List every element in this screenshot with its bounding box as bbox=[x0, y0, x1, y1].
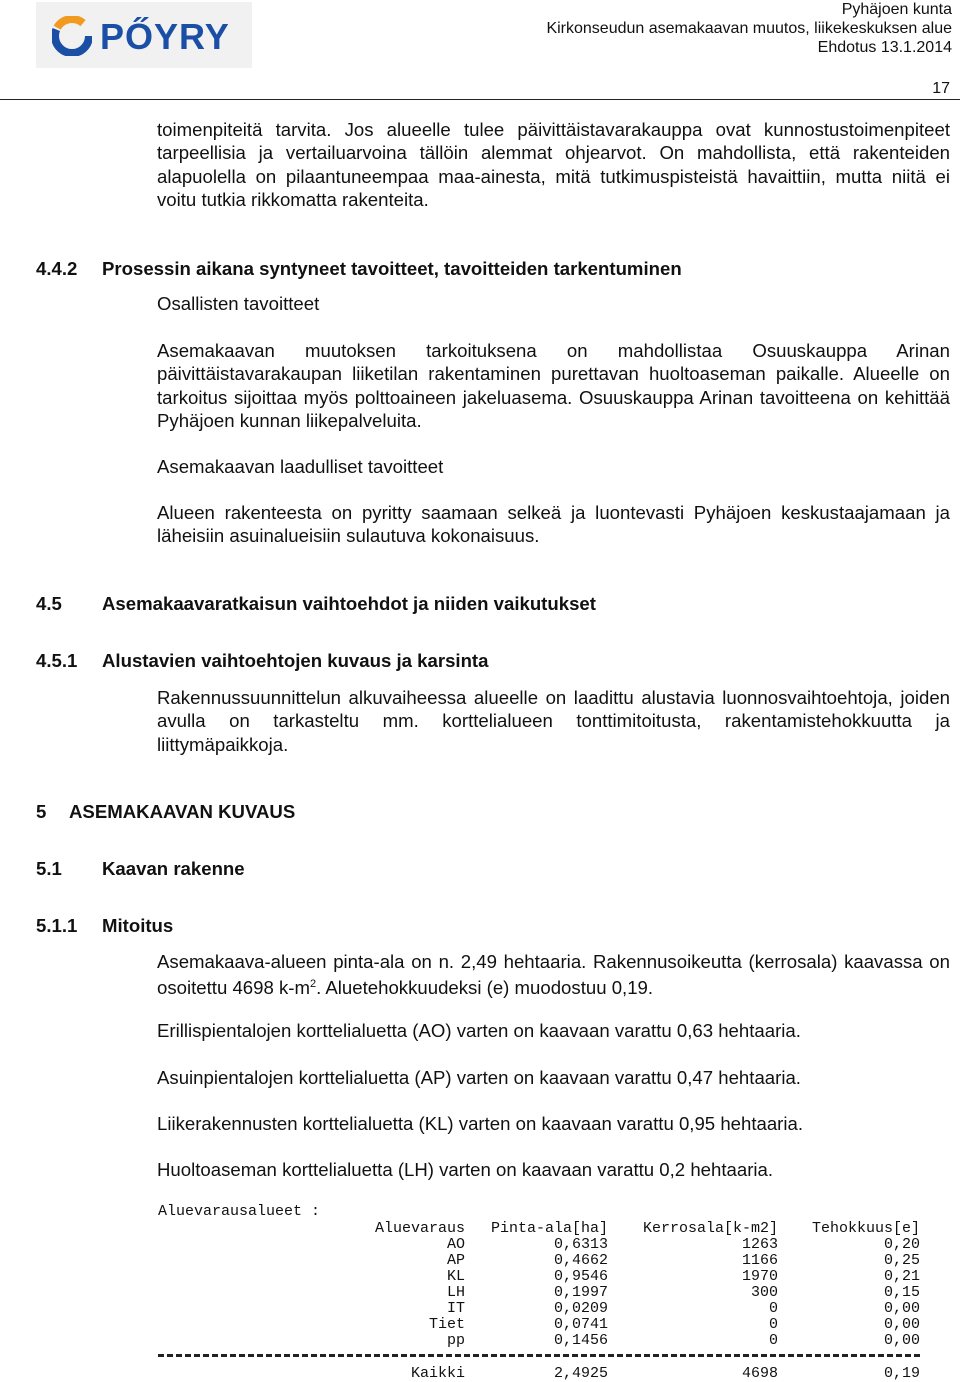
paragraph-tarkoitus: Asemakaavan muutoksen tarkoituksena on mahdollistaa Osuuskauppa Arinan päivittäistavarakaupan liiketilan rakentaminen purettavan huoltoaseman paikalle. Alueelle on tarkoitus sijoittaa myös polttoaineen jakeluasema. Osuuskauppa Arinan tavoitteena on kehittää Pyhäjoen kunnan liikepalveluita. bbox=[157, 340, 950, 432]
heading-number: 4.5.1 bbox=[36, 650, 78, 671]
client-name: Pyhäjoen kunta bbox=[841, 1, 952, 18]
cell-kerrosala: 0 bbox=[768, 1332, 778, 1349]
table-row bbox=[158, 1269, 928, 1285]
paragraph-kl: Liikerakennusten korttelialuetta (KL) varten on kaavaan varattu 0,95 hehtaaria. bbox=[157, 1113, 804, 1134]
table-row bbox=[158, 1317, 928, 1333]
cell-kerrosala: 1166 bbox=[741, 1252, 778, 1269]
cell-total-tehokkuus: 0,19 bbox=[883, 1365, 920, 1382]
cell-aluevaraus: LH bbox=[446, 1284, 465, 1301]
paragraph-luonnosvaihtoehdot: Rakennussuunnittelun alkuvaiheessa alueelle on laadittu alustavia luonnosvaihtoehtoja, joiden avulla on tarkasteltu mm. korttelialueen tonttimitoitusta, rakentamistehokkuutta ja liittymäpaikkoja. bbox=[157, 687, 950, 755]
cell-aluevaraus: AP bbox=[446, 1252, 465, 1269]
heading-title: Alustavien vaihtoehtojen kuvaus ja karsinta bbox=[102, 650, 489, 671]
table-header-row bbox=[158, 1221, 928, 1237]
paragraph-lh: Huoltoaseman korttelialuetta (LH) varten on kaavaan varattu 0,2 hehtaaria. bbox=[157, 1159, 774, 1180]
cell-tehokkuus: 0,25 bbox=[883, 1252, 920, 1269]
heading-5-1-1 bbox=[36, 914, 173, 937]
subheading-osallisten: Osallisten tavoitteet bbox=[157, 293, 320, 314]
header-divider bbox=[0, 99, 960, 100]
heading-title: Asemakaavaratkaisun vaihtoehdot ja niiden vaikutukset bbox=[102, 593, 596, 614]
cell-total-pinta-ala: 2,4925 bbox=[553, 1365, 608, 1382]
table-row bbox=[158, 1253, 928, 1269]
paragraph-ao: Erillispientalojen korttelialuetta (AO) varten on kaavaan varattu 0,63 hehtaaria. bbox=[157, 1020, 801, 1041]
cell-kerrosala: 0 bbox=[768, 1316, 778, 1333]
cell-pinta-ala: 0,4662 bbox=[553, 1252, 608, 1269]
cell-aluevaraus: AO bbox=[446, 1236, 465, 1253]
cell-kerrosala: 1263 bbox=[741, 1236, 778, 1253]
cell-tehokkuus: 0,15 bbox=[883, 1284, 920, 1301]
cell-kerrosala: 0 bbox=[768, 1300, 778, 1317]
subheading-laadulliset: Asemakaavan laadulliset tavoitteet bbox=[157, 456, 444, 477]
cell-pinta-ala: 0,1456 bbox=[553, 1332, 608, 1349]
cell-tehokkuus: 0,00 bbox=[883, 1332, 920, 1349]
heading-4-5-1 bbox=[36, 649, 488, 672]
table-dashed-divider bbox=[158, 1354, 920, 1357]
cell-aluevaraus: IT bbox=[446, 1300, 465, 1317]
heading-number: 4.5 bbox=[36, 593, 62, 614]
cell-tehokkuus: 0,00 bbox=[883, 1316, 920, 1333]
heading-4-4-2 bbox=[36, 257, 682, 280]
heading-5-1 bbox=[36, 857, 245, 880]
table-title: Aluevarausalueet : bbox=[158, 1203, 321, 1220]
heading-number: 4.4.2 bbox=[36, 258, 78, 279]
paragraph-pinta-ala bbox=[157, 950, 950, 1000]
poyry-swirl-icon bbox=[52, 16, 92, 56]
paragraph-contamination: toimenpiteitä tarvita. Jos alueelle tulee päivittäistavarakauppa ovat kunnostustoimenpiteet tarpeellisia ja vertailuarvoina tällöin alemmat ohjearvot. On mahdollista, että rakenteiden alapuolella on pilaantuneempaa maa-ainesta, mitä tutkimuspisteistä havaittiin, mutta niitä ei voitu tutkia rikkomatta rakenteita. bbox=[157, 119, 950, 211]
cell-pinta-ala: 0,0741 bbox=[553, 1316, 608, 1333]
cell-total-kerrosala: 4698 bbox=[741, 1365, 778, 1382]
col-header-kerrosala: Kerrosala[k-m2] bbox=[642, 1220, 778, 1237]
cell-aluevaraus: pp bbox=[446, 1332, 465, 1349]
table-row bbox=[158, 1301, 928, 1317]
cell-pinta-ala: 0,1997 bbox=[553, 1284, 608, 1301]
cell-total-label: Kaikki bbox=[410, 1365, 465, 1382]
heading-number: 5.1.1 bbox=[36, 915, 78, 936]
cell-aluevaraus: Tiet bbox=[428, 1316, 465, 1333]
cell-kerrosala: 300 bbox=[750, 1284, 778, 1301]
pinta-ala-text-end: . Aluetehokkuudeksi (e) muodostuu 0,19. bbox=[316, 977, 654, 999]
page-number: 17 bbox=[932, 80, 950, 97]
heading-4-5 bbox=[36, 592, 596, 615]
poyry-logo bbox=[36, 2, 252, 68]
table-row bbox=[158, 1333, 928, 1349]
col-header-aluevaraus: Aluevaraus bbox=[374, 1220, 465, 1237]
superscript: 2 bbox=[309, 978, 317, 991]
table-row bbox=[158, 1237, 928, 1253]
logo-text: PŐYRY bbox=[100, 16, 230, 57]
cell-pinta-ala: 0,9546 bbox=[553, 1268, 608, 1285]
draft-date: Ehdotus 13.1.2014 bbox=[817, 39, 952, 56]
cell-aluevaraus: KL bbox=[446, 1268, 465, 1285]
cell-pinta-ala: 0,6313 bbox=[553, 1236, 608, 1253]
heading-number: 5.1 bbox=[36, 858, 62, 879]
heading-title: Prosessin aikana syntyneet tavoitteet, tavoitteiden tarkentuminen bbox=[102, 258, 682, 279]
table-total-row bbox=[158, 1366, 928, 1382]
cell-kerrosala: 1970 bbox=[741, 1268, 778, 1285]
cell-tehokkuus: 0,20 bbox=[883, 1236, 920, 1253]
pinta-ala-text: Asemakaava-alueen pinta-ala on n. 2,49 hehtaaria. Rakennusoikeutta (kerrosala) kaavassa on osoitettu 4698 k-m bbox=[157, 951, 950, 999]
page-header bbox=[546, 0, 952, 57]
paragraph-ap: Asuinpientalojen korttelialuetta (AP) varten on kaavaan varattu 0,47 hehtaaria. bbox=[157, 1067, 801, 1088]
heading-title: Kaavan rakenne bbox=[102, 858, 245, 879]
heading-title: ASEMAKAAVAN KUVAUS bbox=[69, 801, 296, 822]
project-name: Kirkonseudun asemakaavan muutos, liikekeskuksen alue bbox=[546, 20, 952, 37]
col-header-pinta-ala: Pinta-ala[ha] bbox=[490, 1220, 608, 1237]
cell-pinta-ala: 0,0209 bbox=[553, 1300, 608, 1317]
col-header-tehokkuus: Tehokkuus[e] bbox=[811, 1220, 920, 1237]
heading-number: 5 bbox=[36, 801, 47, 822]
cell-tehokkuus: 0,21 bbox=[883, 1268, 920, 1285]
paragraph-rakenne: Alueen rakenteesta on pyritty saamaan selkeä ja luontevasti Pyhäjoen keskustaajamaan ja läheisiin asuinalueisiin sulautuva kokonaisuus. bbox=[157, 502, 950, 547]
table-row bbox=[158, 1285, 928, 1301]
cell-tehokkuus: 0,00 bbox=[883, 1300, 920, 1317]
heading-5 bbox=[36, 800, 295, 823]
heading-title: Mitoitus bbox=[102, 915, 174, 936]
